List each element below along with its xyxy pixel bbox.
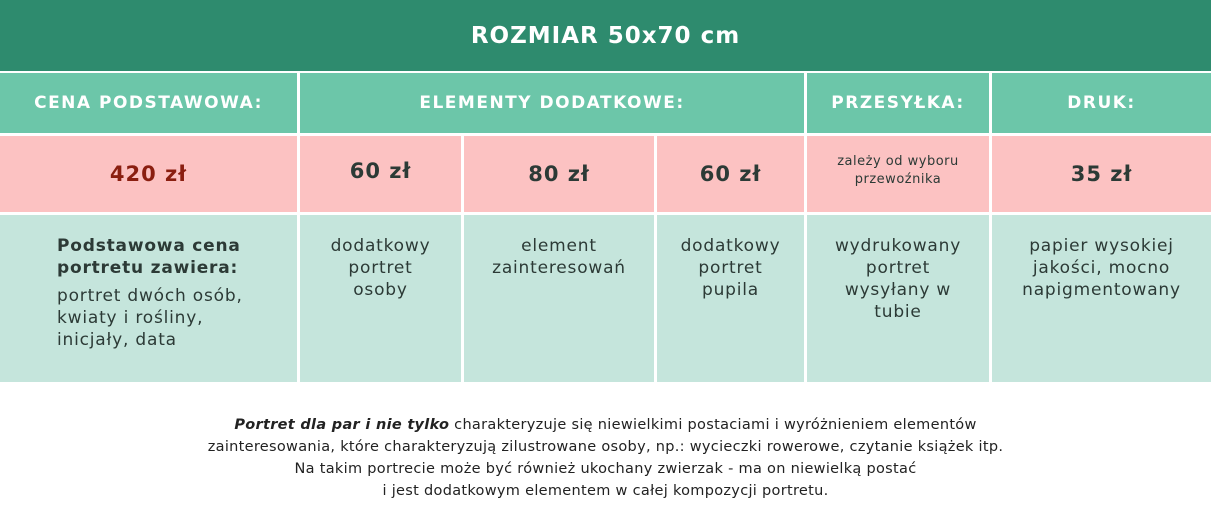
price-extra-pet: 60 zł — [657, 136, 804, 212]
desc-base-heading: Podstawowa cena portretu zawiera: — [57, 236, 241, 278]
desc-extra-person: dodatkowy portret osoby — [300, 215, 461, 382]
header-base-price: CENA PODSTAWOWA: — [0, 73, 297, 133]
footer-line-1-rest: charakteryzuje się niewielkimi postaciami i wyróżnieniem elementów — [449, 417, 977, 433]
desc-base — [0, 215, 297, 382]
desc-extra-pet: dodatkowy portret pupila — [657, 215, 804, 382]
price-print: 35 zł — [992, 136, 1211, 212]
header-extras: ELEMENTY DODATKOWE: — [300, 73, 804, 133]
footer-emphasis: Portret dla par i nie tylko — [234, 417, 450, 433]
desc-shipping: wydrukowany portret wysyłany w tubie — [807, 215, 989, 382]
price-extra-interest: 80 zł — [464, 136, 654, 212]
footer-line-4: i jest dodatkowym elementem w całej kompozycji portretu. — [382, 483, 829, 499]
price-extra-person: 60 zł — [300, 136, 461, 212]
header-shipping: PRZESYŁKA: — [807, 73, 989, 133]
desc-extra-interest: element zainteresowań — [464, 215, 654, 382]
price-base: 420 zł — [0, 136, 297, 212]
footer-note — [0, 414, 1211, 502]
footer-line-1 — [0, 414, 1211, 436]
footer-line-2: zainteresowania, które charakteryzują zilustrowane osoby, np.: wycieczki rowerowe, czytanie książek itp. — [207, 439, 1004, 455]
desc-base-text: portret dwóch osób, kwiaty i rośliny, inicjały, data — [57, 286, 243, 350]
page-title: ROZMIAR 50x70 cm — [0, 0, 1211, 71]
price-shipping: zależy od wyboru przewoźnika — [807, 136, 989, 212]
footer-line-3: Na takim portrecie może być również ukochany zwierzak - ma on niewielką postać — [294, 461, 917, 477]
desc-print: papier wysokiej jakości, mocno napigmentowany — [992, 215, 1211, 382]
header-print: DRUK: — [992, 73, 1211, 133]
